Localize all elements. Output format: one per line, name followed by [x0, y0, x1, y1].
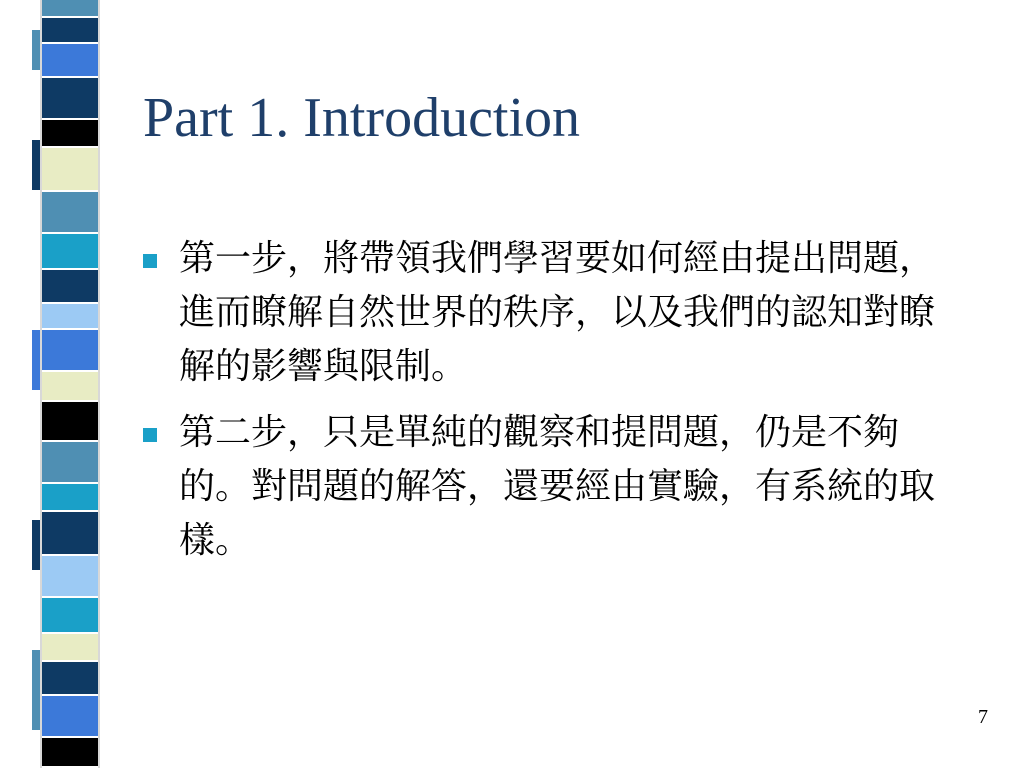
stripe-block — [42, 662, 98, 694]
stripe-block — [42, 696, 98, 736]
decorative-stripe-column — [0, 0, 120, 768]
stripe-block — [42, 270, 98, 302]
stripe-block — [42, 120, 98, 146]
stripe-block — [42, 556, 98, 596]
stripe-block — [42, 442, 98, 482]
square-bullet-icon — [143, 428, 157, 442]
stripe-block — [42, 598, 98, 632]
slide-title: Part 1. Introduction — [143, 87, 581, 149]
stripe-block — [42, 484, 98, 510]
stripe-block — [42, 330, 98, 370]
stripe-block — [42, 512, 98, 554]
square-bullet-icon — [143, 254, 157, 268]
bullet-list — [143, 232, 973, 580]
stripe-block — [42, 738, 98, 766]
bullet-text: 第二步，只是單純的觀察和提問題，仍是不夠的。對問題的解答，還要經由實驗，有系統的取樣。 — [179, 412, 936, 561]
stripe-block — [42, 304, 98, 328]
stripe-block — [42, 192, 98, 232]
page-number: 7 — [978, 706, 988, 728]
bullet-item — [143, 406, 973, 568]
stripe-block — [42, 78, 98, 118]
stripe-block — [42, 44, 98, 76]
stripe-accent — [32, 330, 40, 390]
stripe-block — [42, 148, 98, 190]
bullet-item — [143, 232, 973, 394]
stripe-accent — [32, 30, 40, 70]
stripe-block — [42, 234, 98, 268]
stripe-block — [42, 634, 98, 660]
stripe-accent — [32, 520, 40, 570]
stripe-accent — [32, 140, 40, 190]
stripe-accent — [32, 650, 40, 730]
stripe-block — [42, 402, 98, 440]
stripe-block — [42, 0, 98, 16]
bullet-text: 第一步，將帶領我們學習要如何經由提出問題，進而瞭解自然世界的秩序，以及我們的認知對瞭解的影響與限制。 — [179, 238, 936, 387]
stripe-block — [42, 372, 98, 400]
stripe-block — [42, 18, 98, 42]
